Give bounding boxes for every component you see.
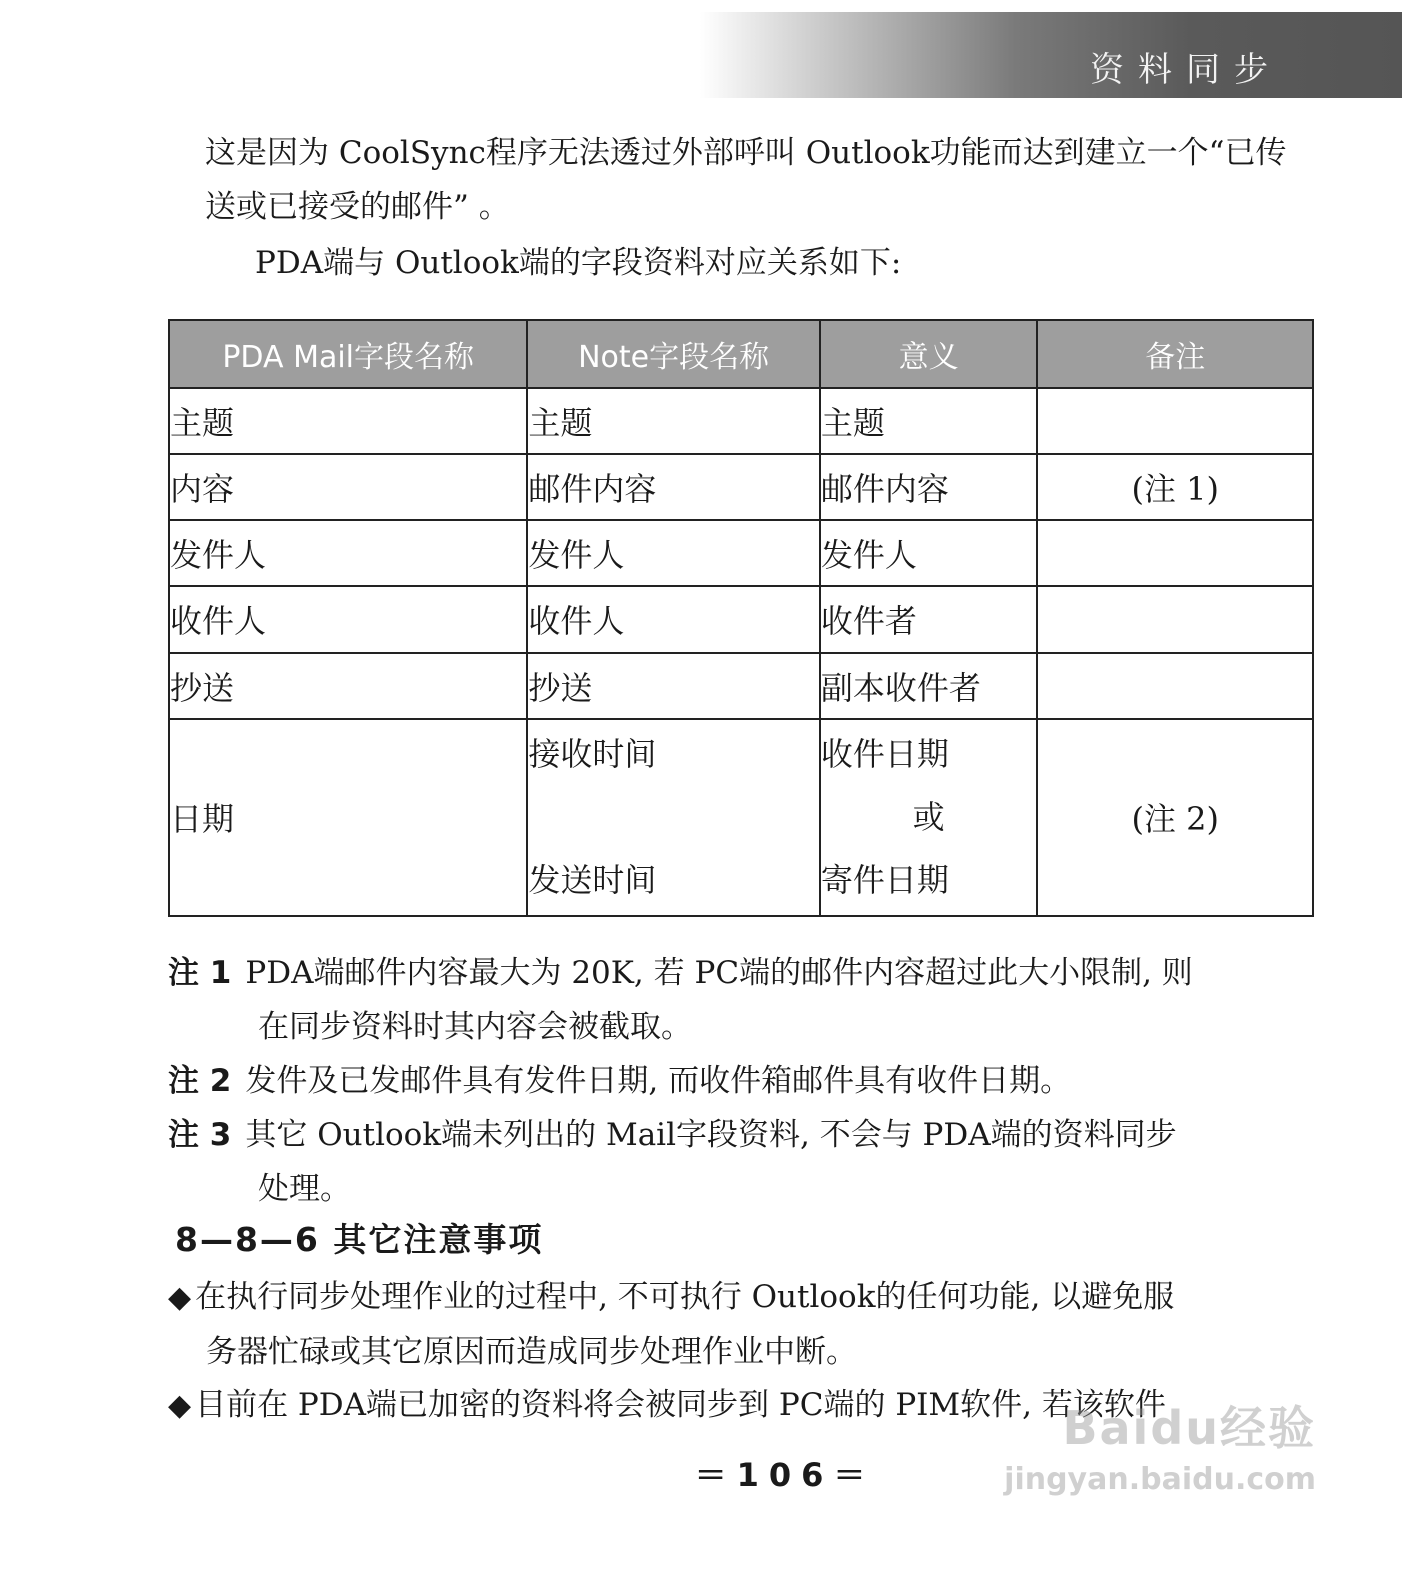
table-cell: 内容 [169, 454, 527, 520]
table-cell: 抄送 [169, 653, 527, 719]
note-2 [168, 1054, 1314, 1108]
table-cell [1037, 520, 1313, 586]
meaning-date-received: 收件日期 [820, 734, 949, 773]
note-text: 其它 Outlook端未列出的 Mail字段资料, 不会与 PDA端的资料同步 [245, 1117, 1177, 1153]
table-cell: 收件者 [820, 586, 1038, 652]
note-3 [168, 1108, 1314, 1216]
table-header-remark: 备注 [1037, 320, 1313, 388]
table-cell [1037, 653, 1313, 719]
meaning-date-sent: 寄件日期 [820, 860, 949, 899]
note-label: 注 2 [168, 1063, 232, 1099]
table-cell: (注 2) [1037, 719, 1313, 916]
table-cell: 日期 [169, 719, 527, 916]
note-1 [168, 946, 1314, 1054]
baidu-watermark-logo [1000, 1392, 1316, 1497]
header-band [700, 12, 1402, 98]
table-cell: 发件人 [169, 520, 527, 586]
note-label: 注 1 [168, 955, 232, 991]
mapping-intro: PDA端与 Outlook端的字段资料对应关系如下: [255, 245, 902, 281]
table-row [169, 388, 1313, 454]
note-text: 发件及已发邮件具有发件日期, 而收件箱邮件具有收件日期。 [245, 1063, 1072, 1099]
table-cell: (注 1) [1037, 454, 1313, 520]
watermark-url: jingyan.baidu.com [1004, 1462, 1316, 1497]
table-row [169, 520, 1313, 586]
table-header-note: Note字段名称 [527, 320, 820, 388]
note-date-sent: 发送时间 [528, 860, 657, 899]
table-cell: 主题 [527, 388, 820, 454]
note-text-continued: 在同步资料时其内容会被截取。 [258, 1009, 692, 1045]
table-cell-meaning-date [820, 719, 1038, 916]
table-row-date [169, 719, 1313, 916]
table-cell: 邮件内容 [527, 454, 820, 520]
note-date-received: 接收时间 [528, 734, 657, 773]
note-label: 注 3 [168, 1117, 232, 1153]
section-title: 8—8—6 其它注意事项 [175, 1220, 544, 1259]
intro-paragraph: 这是因为 CoolSync程序无法透过外部呼叫 Outlook功能而达到建立一个“已传送或已接受的邮件” 。 [205, 135, 1287, 225]
bullet-text: 目前在 PDA端已加密的资料将会被同步到 PC端的 PIM软件, 若该软件 [195, 1387, 1166, 1423]
table-header-pda: PDA Mail字段名称 [169, 320, 527, 388]
diamond-bullet-icon: ◆ [168, 1280, 192, 1315]
table-cell: 抄送 [527, 653, 820, 719]
bullet-text-continued: 务器忙碌或其它原因而造成同步处理作业中断。 [206, 1334, 857, 1370]
table-cell: 收件人 [169, 586, 527, 652]
bullet-item [168, 1270, 1314, 1379]
bullet-text: 在执行同步处理作业的过程中, 不可执行 Outlook的任何功能, 以避免服 [195, 1279, 1175, 1315]
table-header-meaning: 意义 [820, 320, 1038, 388]
table-cell: 收件人 [527, 586, 820, 652]
note-text: PDA端邮件内容最大为 20K, 若 PC端的邮件内容超过此大小限制, 则 [245, 955, 1193, 991]
table-cell [1037, 586, 1313, 652]
table-row [169, 653, 1313, 719]
diamond-bullet-icon: ◆ [168, 1388, 192, 1423]
header-title: 资料同步 [1090, 50, 1282, 90]
table-cell: 副本收件者 [820, 653, 1038, 719]
table-row [169, 586, 1313, 652]
table-cell: 主题 [820, 388, 1038, 454]
meaning-or: 或 [912, 797, 945, 836]
table-cell: 邮件内容 [820, 454, 1038, 520]
table-cell [1037, 388, 1313, 454]
table-cell: 主题 [169, 388, 527, 454]
table-cell: 发件人 [527, 520, 820, 586]
page-number: ＝106＝ [694, 1456, 876, 1494]
table-cell: 发件人 [820, 520, 1038, 586]
spacer [528, 786, 819, 849]
table-row [169, 454, 1313, 520]
field-mapping-table [168, 319, 1314, 917]
table-header-row [169, 320, 1313, 388]
note-text-continued: 处理。 [258, 1171, 351, 1207]
table-cell-note-date [527, 719, 820, 916]
watermark-brand: Baidu经验 [1062, 1401, 1316, 1455]
